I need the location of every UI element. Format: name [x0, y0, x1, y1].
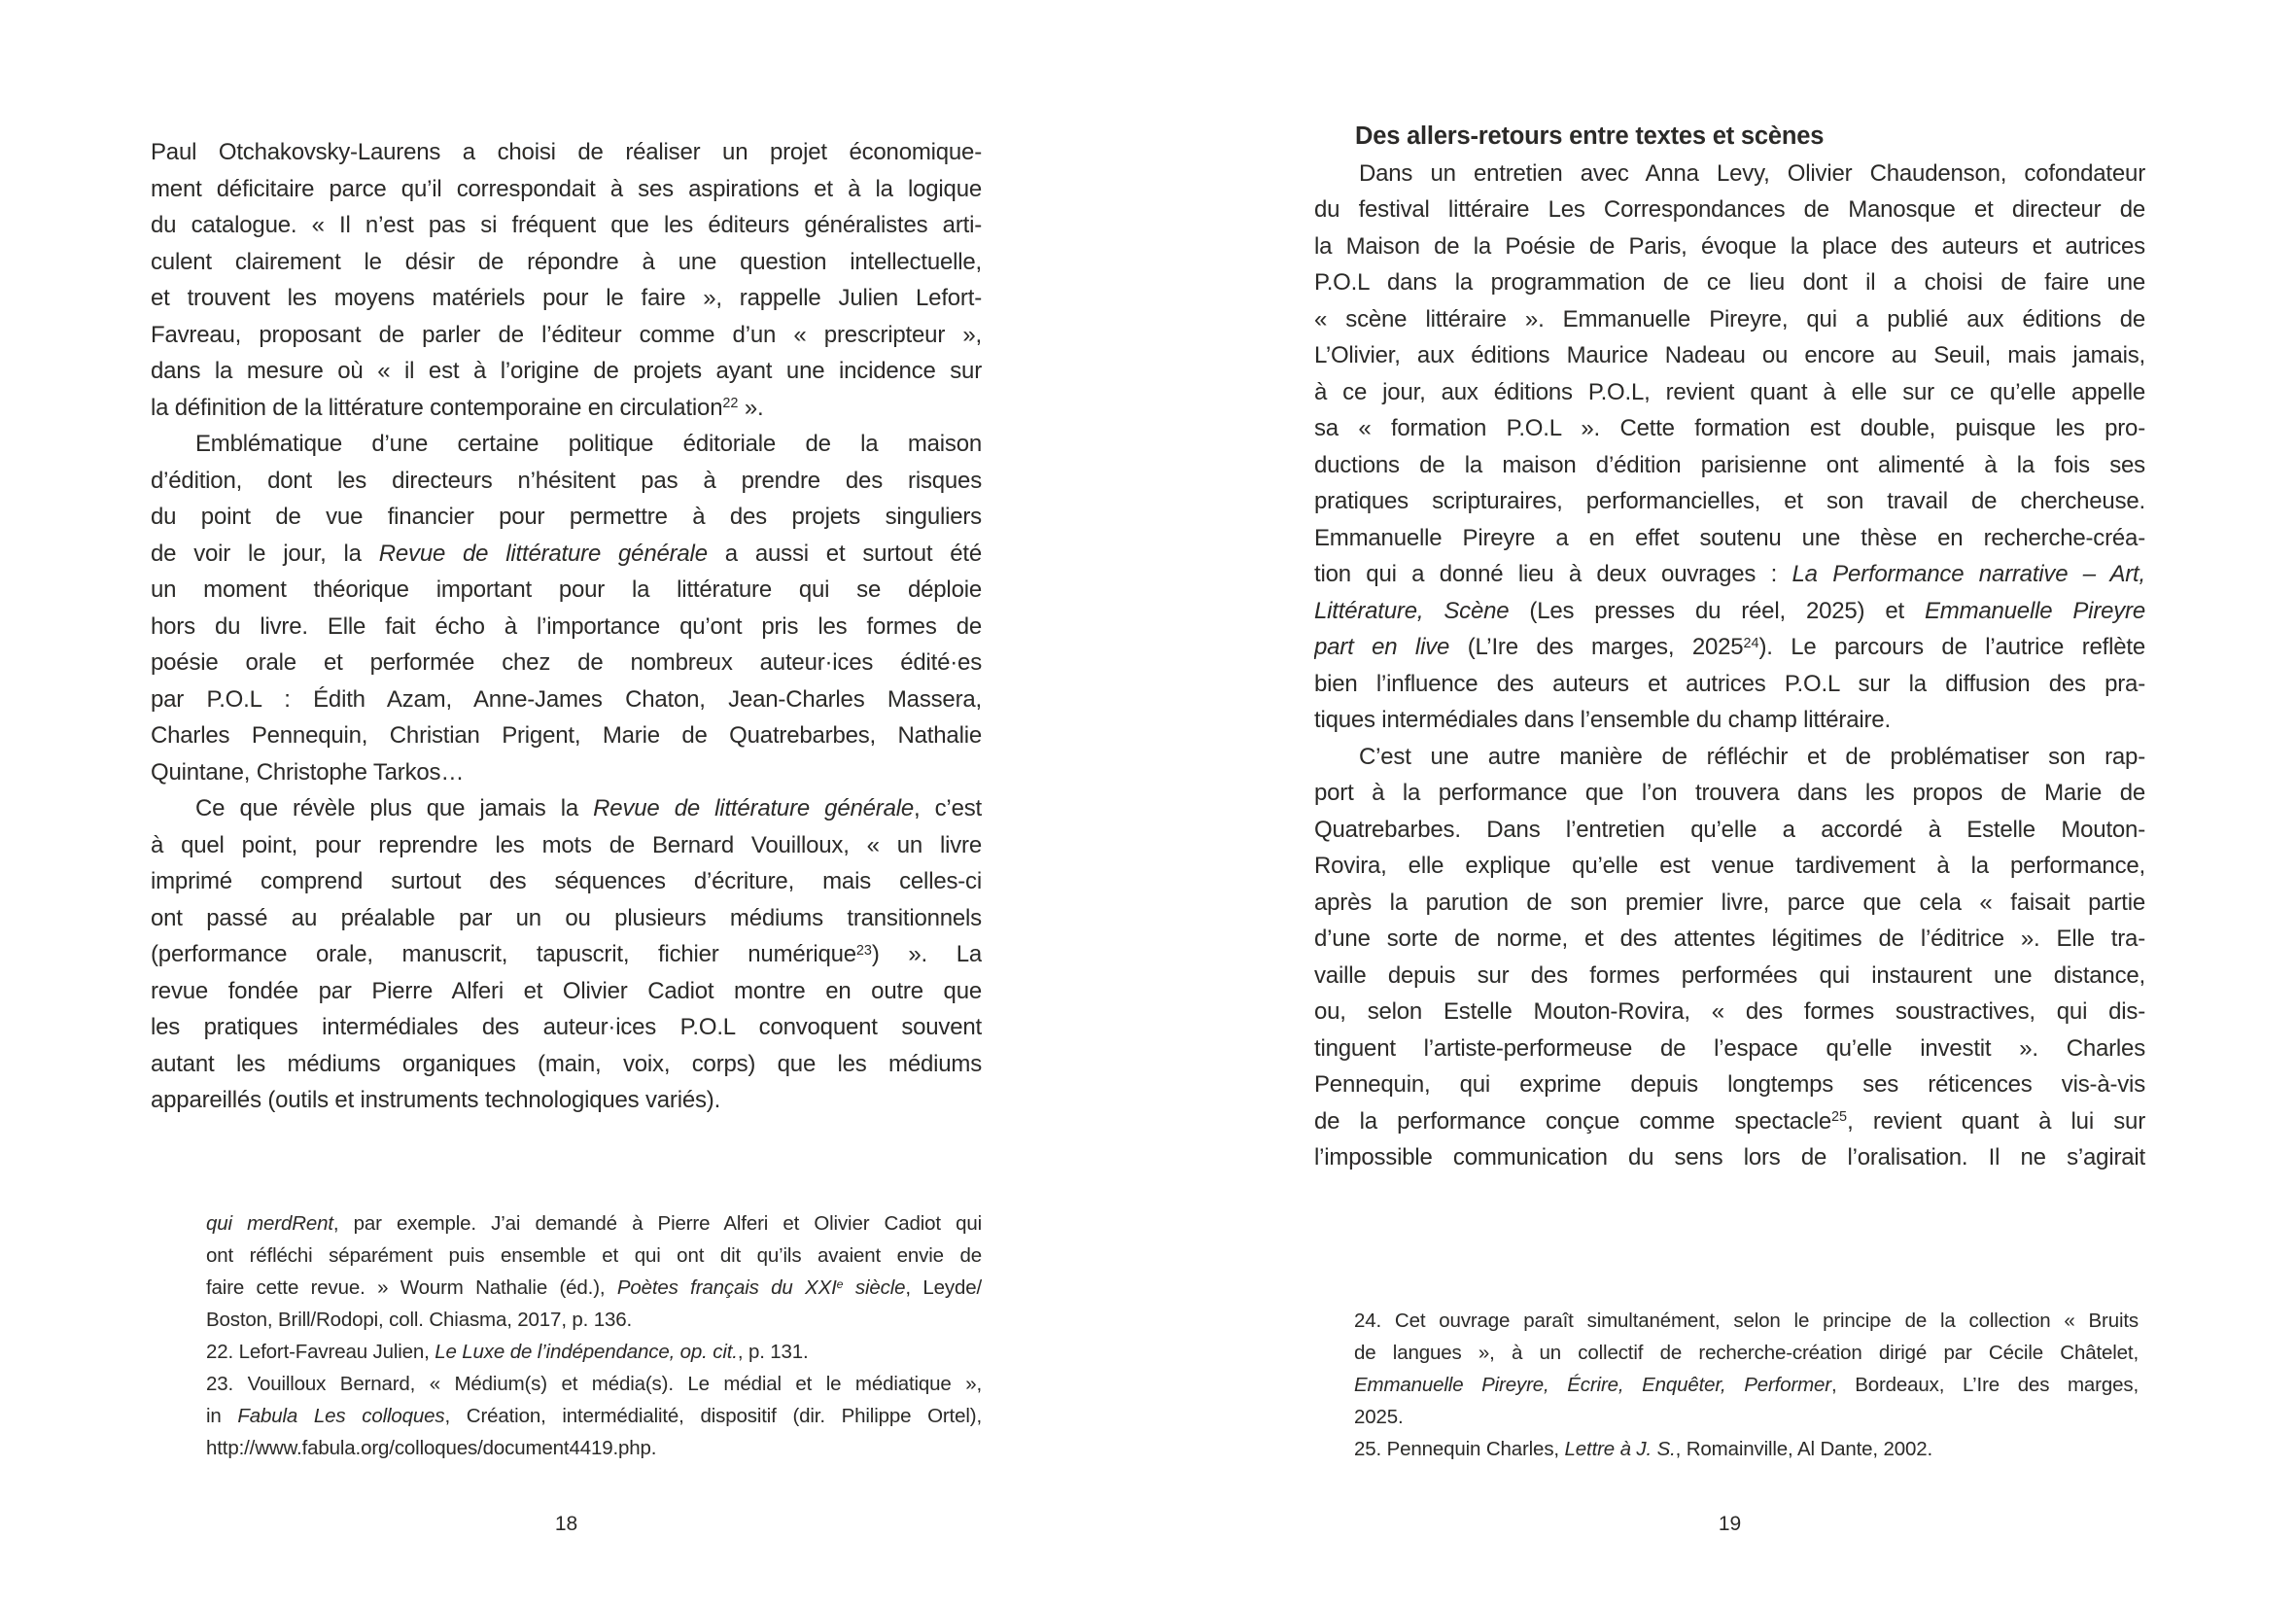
text-segment: P.O.L dans la programmation de ce lieu dont il a choisi de faire une — [1314, 269, 2145, 296]
text-line — [151, 536, 982, 573]
text-line — [1314, 1066, 2145, 1103]
text-line — [206, 1304, 982, 1336]
text-segment: a aussi et surtout été — [707, 540, 982, 567]
text-line — [1314, 666, 2145, 703]
text-segment: à quel point, pour reprendre les mots de Bernard Vouilloux, « un livre — [151, 831, 982, 858]
text-segment: ment déficitaire parce qu’il correspondait à ses aspirations et à la logique — [151, 175, 982, 202]
text-line — [151, 353, 982, 390]
text-line — [151, 390, 982, 427]
text-segment: 22. Lefort-Favreau Julien, — [206, 1341, 435, 1363]
text-segment: vaille depuis sur des formes performées qui instaurent une distance, — [1314, 961, 2145, 989]
text-segment: tion qui a donné lieu à deux ouvrages : — [1314, 561, 1792, 587]
text-line — [151, 463, 982, 500]
text-line — [151, 973, 982, 1010]
text-line — [1314, 848, 2145, 885]
text-segment: (performance orale, manuscrit, tapuscrit, fichier numérique — [151, 941, 856, 967]
text-line — [151, 936, 982, 973]
text-segment: Favreau, proposant de parler de l’éditeur comme d’un « prescripteur », — [151, 321, 982, 348]
text-line — [1314, 593, 2145, 630]
text-segment: 2025. — [1354, 1406, 1404, 1428]
footnote-ref: 22 — [722, 396, 739, 412]
text-line — [1314, 775, 2145, 812]
text-segment: faire cette revue. » Wourm Nathalie (éd.), — [206, 1276, 617, 1299]
text-segment: Pennequin, qui exprime depuis longtemps ses réticences vis-à-vis — [1314, 1071, 2145, 1098]
text-segment: les pratiques intermédiales des auteur·ices P.O.L convoquent souvent — [151, 1014, 982, 1040]
text-line — [151, 900, 982, 937]
page-number-right: 19 — [1718, 1513, 1742, 1535]
text-line — [151, 244, 982, 281]
section-heading: Des allers-retours entre textes et scènes — [1355, 122, 1825, 150]
text-segment: , Leyde/ — [905, 1276, 982, 1299]
text-segment: , Romainville, Al Dante, 2002. — [1675, 1438, 1933, 1460]
text-segment: appareillés (outils et instruments technologiques variés). — [151, 1087, 721, 1113]
text-segment: ) ». La — [871, 941, 982, 967]
text-line — [1314, 1103, 2145, 1140]
text-line — [206, 1432, 982, 1464]
text-line — [1314, 629, 2145, 666]
text-segment: revue fondée par Pierre Alferi et Olivier Cadiot montre en outre que — [151, 977, 982, 1004]
text-segment: Rovira, elle explique qu’elle est venue tardivement à la performance, — [1314, 853, 2145, 879]
text-segment: ductions de la maison d’édition parisienne ont alimenté à la fois ses — [1314, 451, 2145, 478]
text-line — [1314, 483, 2145, 520]
text-line — [1314, 228, 2145, 265]
text-segment: , revient quant à lui sur — [1847, 1107, 2145, 1135]
text-segment: , p. 131. — [737, 1341, 809, 1363]
text-line — [151, 572, 982, 609]
text-segment: d’une sorte de norme, et des attentes légitimes de l’éditrice ». Elle tra- — [1314, 926, 2145, 952]
text-segment: du point de vue financier pour permettre à des projets singuliers — [151, 504, 982, 530]
text-line — [1354, 1305, 2139, 1337]
text-segment: autant les médiums organiques (main, voix, corps) que les médiums — [151, 1050, 982, 1077]
text-segment: Paul Otchakovsky-Laurens a choisi de réaliser un projet économique- — [151, 139, 982, 165]
text-segment: par P.O.L : Édith Azam, Anne-James Chaton, Jean-Charles Massera, — [151, 685, 982, 713]
text-segment: et trouvent les moyens matériels pour le faire », rappelle Julien Lefort- — [151, 285, 982, 311]
text-segment: d’édition, dont les directeurs n’hésitent pas à prendre des risques — [151, 467, 982, 494]
text-segment: ). Le parcours de l’autrice reflète — [1758, 634, 2145, 660]
text-line — [151, 645, 982, 681]
text-line — [206, 1272, 982, 1304]
text-segment: la définition de la littérature contemporaine en circulation — [151, 394, 723, 421]
text-segment: un moment théorique important pour la littérature qui se déploie — [151, 576, 982, 603]
footnote-ref: 24 — [1743, 635, 1759, 651]
text-segment: Ce que révèle plus que jamais la — [195, 795, 594, 821]
text-line — [1354, 1433, 2139, 1465]
text-line — [151, 1009, 982, 1046]
text-segment: du catalogue. « Il n’est pas si fréquent que les éditeurs généralistes arti- — [151, 212, 982, 238]
text-segment: à ce jour, aux éditions P.O.L, revient quant à elle sur ce qu’elle appelle — [1314, 378, 2145, 405]
text-line — [206, 1240, 982, 1272]
text-segment: Littérature, Scène — [1314, 597, 1510, 624]
text-segment: ou, selon Estelle Mouton-Rovira, « des formes soustractives, qui dis- — [1314, 998, 2145, 1025]
text-line — [206, 1368, 982, 1400]
text-segment: in — [206, 1405, 238, 1427]
text-segment: ». — [738, 394, 764, 421]
text-segment: ont réfléchi séparément puis ensemble et qui ont dit qu’ils avaient envie de — [206, 1244, 982, 1267]
text-line — [151, 499, 982, 536]
text-line — [151, 207, 982, 244]
text-segment: sa « formation P.O.L ». Cette formation est double, puisque les pro- — [1314, 415, 2145, 441]
text-line — [1354, 1401, 2139, 1433]
text-line — [1314, 812, 2145, 849]
text-segment: port à la performance que l’on trouvera dans les propos de Marie de — [1314, 780, 2145, 806]
main-text-right — [1314, 119, 2145, 1176]
text-segment: Quatrebarbes. Dans l’entretien qu’elle a accordé à Estelle Mouton- — [1314, 816, 2145, 843]
page-number-left: 18 — [554, 1513, 578, 1535]
text-segment: siècle — [843, 1276, 906, 1299]
text-line — [1314, 994, 2145, 1031]
text-line — [151, 1082, 982, 1119]
text-segment: l’impossible communication du sens lors de l’oralisation. Il ne s’agirait — [1314, 1144, 2145, 1170]
text-line — [1314, 1031, 2145, 1067]
text-segment: , Création, intermédialité, dispositif (dir. Philippe Ortel), — [444, 1405, 982, 1427]
text-line — [1314, 885, 2145, 922]
text-segment: de voir le jour, la — [151, 540, 379, 567]
footnote-ref: 23 — [855, 942, 872, 959]
text-segment: poésie orale et performée chez de nombreux auteur·ices édité·es — [151, 649, 982, 676]
text-line — [151, 280, 982, 317]
text-segment: Le Luxe de l’indépendance, op. cit. — [435, 1341, 738, 1363]
text-line — [151, 317, 982, 354]
text-segment: bien l’influence des auteurs et autrices P.O.L sur la diffusion des pra- — [1314, 670, 2145, 697]
text-segment: Poètes français du XXI — [616, 1276, 837, 1299]
text-segment: L’Olivier, aux éditions Maurice Nadeau ou encore au Seuil, mais jamais, — [1314, 342, 2145, 368]
text-line — [151, 827, 982, 864]
text-line — [151, 754, 982, 791]
text-line — [206, 1400, 982, 1432]
text-segment: Emmanuelle Pireyre, Écrire, Enquêter, Performer — [1354, 1374, 1831, 1396]
text-line — [151, 1046, 982, 1083]
main-text-left — [151, 134, 982, 1119]
text-segment: tinguent l’artiste-performeuse de l’espace qu’elle investit ». Charles — [1314, 1034, 2145, 1062]
text-line — [1314, 264, 2145, 301]
text-segment: , Bordeaux, L’Ire des marges, — [1831, 1374, 2139, 1396]
text-segment: part en live — [1314, 634, 1450, 660]
text-line — [151, 134, 982, 171]
text-line — [206, 1336, 982, 1368]
text-segment: ont passé au préalable par un ou plusieurs médiums transitionnels — [151, 904, 982, 931]
text-segment: de la performance conçue comme spectacle — [1314, 1107, 1832, 1135]
text-segment: Dans un entretien avec Anna Levy, Olivier Chaudenson, cofondateur — [1359, 159, 2145, 187]
text-line — [1314, 520, 2145, 557]
text-segment: (L’Ire des marges, 2025 — [1449, 634, 1744, 660]
text-line — [151, 863, 982, 900]
text-line — [151, 426, 982, 463]
text-segment: , c’est — [914, 795, 982, 821]
text-segment: qui merdRent — [206, 1212, 333, 1235]
text-segment: pratiques scripturaires, performancielles, et son travail de chercheuse. — [1314, 488, 2145, 514]
text-segment: culent clairement le désir de répondre à une question intellectuelle, — [151, 248, 982, 275]
text-line — [206, 1207, 982, 1240]
footnotes-right — [1354, 1305, 2139, 1465]
text-line — [1314, 921, 2145, 958]
text-line — [1314, 702, 2145, 739]
text-segment: Quintane, Christophe Tarkos… — [151, 758, 465, 786]
text-line — [1314, 156, 2145, 192]
text-line — [1314, 410, 2145, 447]
text-line — [151, 171, 982, 208]
text-line — [1314, 556, 2145, 593]
text-segment: la Maison de la Poésie de Paris, évoque la place des auteurs et autrices — [1314, 232, 2145, 260]
text-line — [1354, 1337, 2139, 1369]
text-line — [1354, 1369, 2139, 1401]
text-segment: Lettre à J. S. — [1564, 1438, 1676, 1460]
text-segment: , par exemple. J’ai demandé à Pierre Alferi et Olivier Cadiot qui — [332, 1212, 982, 1235]
text-segment: http://www.fabula.org/colloques/document4419.php. — [206, 1437, 657, 1459]
text-segment: Charles Pennequin, Christian Prigent, Marie de Quatrebarbes, Nathalie — [151, 722, 982, 749]
text-segment: Emmanuelle Pireyre a en effet soutenu une thèse en recherche-créa- — [1314, 524, 2145, 551]
text-line — [1314, 337, 2145, 374]
text-segment: du festival littéraire Les Correspondances de Manosque et directeur de — [1314, 196, 2145, 223]
text-line — [1314, 958, 2145, 995]
text-segment: dans la mesure où « il est à l’origine de projets ayant une incidence sur — [151, 358, 982, 384]
text-segment: imprimé comprend surtout des séquences d’écriture, mais celles-ci — [151, 868, 982, 894]
text-segment: 25. Pennequin Charles, — [1354, 1438, 1565, 1460]
text-line — [1314, 739, 2145, 776]
text-segment: tiques intermédiales dans l’ensemble du champ littéraire. — [1314, 707, 1891, 733]
text-line — [151, 681, 982, 718]
text-line — [151, 717, 982, 754]
text-segment: Fabula Les colloques — [237, 1405, 445, 1427]
footnote-ref: 25 — [1831, 1109, 1848, 1126]
text-line — [1314, 447, 2145, 484]
text-segment: La Performance narrative – Art, — [1792, 561, 2145, 587]
text-segment: (Les presses du réel, 2025) et — [1509, 597, 1925, 624]
footnotes-left — [206, 1207, 982, 1464]
text-line — [1314, 374, 2145, 411]
text-segment: après la parution de son premier livre, parce que cela « faisait partie — [1314, 889, 2145, 916]
text-segment: Emmanuelle Pireyre — [1924, 597, 2145, 624]
text-line — [1314, 301, 2145, 338]
text-segment: de langues », à un collectif de recherche-création dirigé par Cécile Châtelet, — [1354, 1342, 2139, 1364]
text-segment: « scène littéraire ». Emmanuelle Pireyre, qui a publié aux éditions de — [1314, 305, 2145, 332]
text-line — [151, 609, 982, 646]
text-segment: 24. Cet ouvrage paraît simultanément, selon le principe de la collection « Bruits — [1354, 1310, 2139, 1332]
text-segment: Boston, Brill/Rodopi, coll. Chiasma, 2017, p. 136. — [206, 1309, 633, 1331]
text-line — [1314, 192, 2145, 228]
text-line — [1314, 1139, 2145, 1176]
text-segment: C’est une autre manière de réfléchir et de problématiser son rap- — [1359, 743, 2145, 770]
text-segment: Revue de littérature générale — [378, 540, 708, 567]
text-segment: Revue de littérature générale — [593, 795, 914, 821]
text-segment: 23. Vouilloux Bernard, « Médium(s) et média(s). Le médial et le médiatique », — [206, 1373, 982, 1395]
text-segment: Emblématique d’une certaine politique éditoriale de la maison — [195, 431, 982, 457]
footnote-ref: e — [836, 1276, 844, 1291]
text-segment: hors du livre. Elle fait écho à l’importance qu’ont pris les formes de — [151, 612, 982, 640]
text-line — [151, 790, 982, 827]
